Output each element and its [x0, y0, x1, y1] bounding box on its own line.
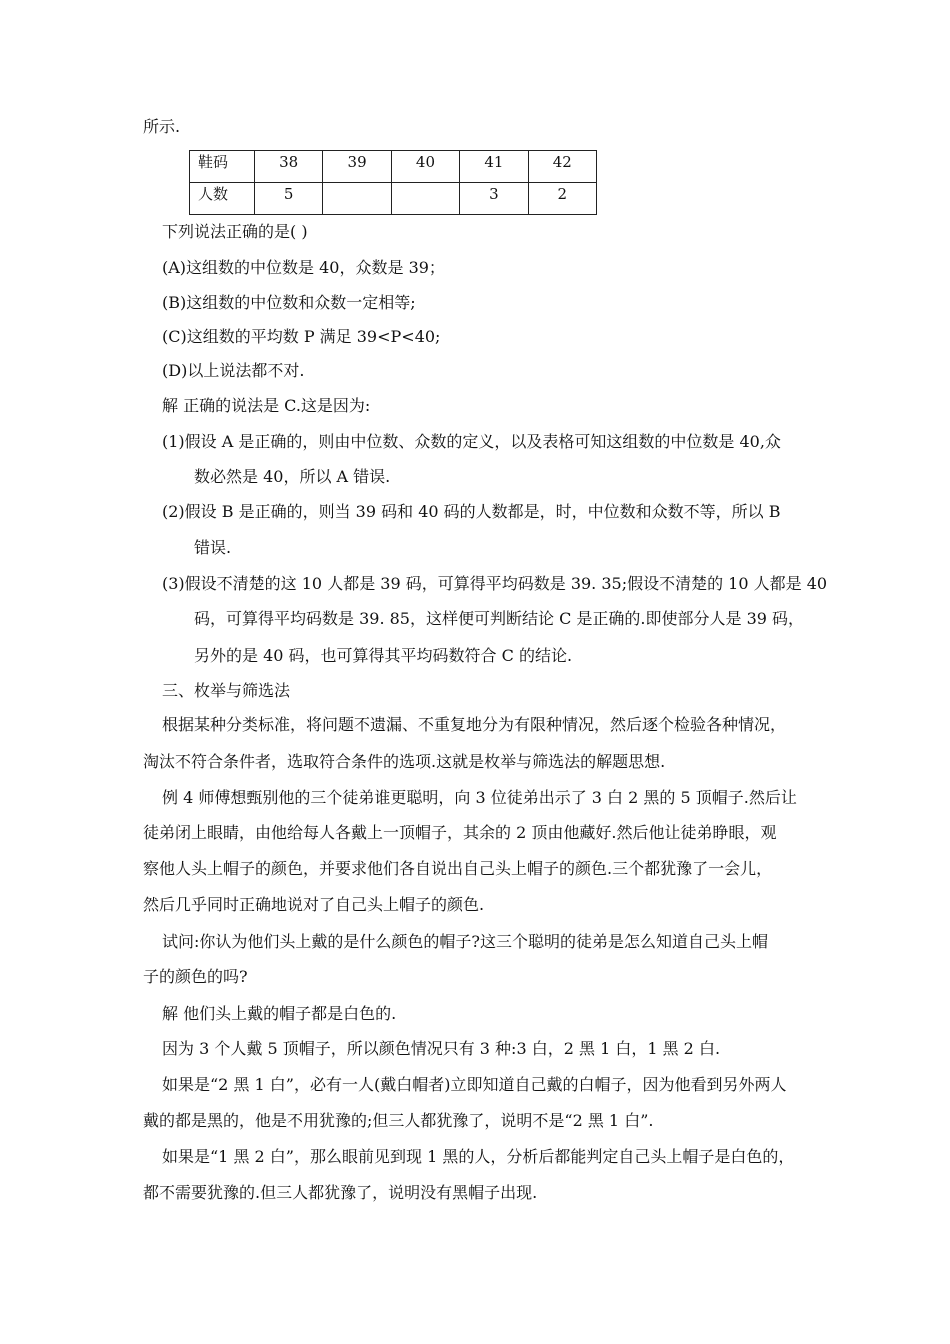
table-row: [190, 151, 597, 183]
table-cell: 5: [255, 183, 323, 215]
table-cell: 40: [391, 151, 459, 183]
table-cell: 3: [460, 183, 528, 215]
answer-line: 解 他们头上戴的帽子都是白色的.: [162, 1004, 397, 1023]
option-b: (B)这组数的中位数和众数一定相等;: [162, 293, 416, 312]
example-4-line: 徒弟闭上眼睛，由他给每人各戴上一顶帽子，其余的 2 顶由他藏好.然后他让徒弟睁眼，观: [143, 823, 777, 842]
solution-intro: 解 正确的说法是 C.这是因为:: [162, 396, 371, 415]
answer-line: 因为 3 个人戴 5 顶帽子，所以颜色情况只有 3 种:3 白，2 黑 1 白，1 黑 2 白.: [162, 1039, 721, 1058]
answer-line: 都不需要犹豫的.但三人都犹豫了，说明没有黑帽子出现.: [143, 1183, 538, 1202]
row-header: 人数: [190, 183, 255, 215]
option-d: (D)以上说法都不对.: [162, 361, 305, 380]
option-c: (C)这组数的平均数 P 满足 39<P<40;: [162, 327, 441, 346]
question-line: 试问:你认为他们头上戴的是什么颜色的帽子?这三个聪明的徒弟是怎么知道自己头上帽: [162, 932, 768, 951]
table-cell: [323, 183, 391, 215]
table-cell: 38: [255, 151, 323, 183]
question-line: 子的颜色的吗?: [143, 967, 248, 986]
example-4-line: 然后几乎同时正确地说对了自己头上帽子的颜色.: [143, 895, 485, 914]
example-4-line: 察他人头上帽子的颜色，并要求他们各自说出自己头上帽子的颜色.三个都犹豫了一会儿，: [143, 859, 773, 878]
section-heading: 三、枚举与筛选法: [162, 681, 291, 700]
answer-line: 戴的都是黑的，他是不用犹豫的;但三人都犹豫了，说明不是“2 黑 1 白”.: [143, 1111, 654, 1130]
question-prompt: 下列说法正确的是( ): [162, 222, 308, 241]
shoe-size-table: [189, 150, 597, 215]
answer-line: 如果是“1 黑 2 白”，那么眼前见到现 1 黑的人，分析后都能判定自己头上帽子是白色的，: [162, 1147, 795, 1166]
answer-line: 如果是“2 黑 1 白”，必有一人(戴白帽者)立即知道自己戴的白帽子，因为他看到另外两人: [162, 1075, 787, 1094]
table-cell: 42: [528, 151, 596, 183]
table-cell: 2: [528, 183, 596, 215]
paragraph-line: 根据某种分类标准，将问题不遗漏、不重复地分为有限种情况，然后逐个检验各种情况，: [162, 715, 787, 734]
option-a: (A)这组数的中位数是 40，众数是 39；: [162, 258, 445, 277]
reason-1-line-2: 数必然是 40，所以 A 错误.: [194, 467, 391, 486]
example-4-line: 例 4 师傅想甄别他的三个徒弟谁更聪明，向 3 位徒弟出示了 3 白 2 黑的 5 顶帽子.然后让: [162, 788, 797, 807]
row-header: 鞋码: [190, 151, 255, 183]
table-cell: 41: [460, 151, 528, 183]
reason-3-line-2: 码，可算得平均码数是 39. 85，这样便可判断结论 C 是正确的.即使部分人是 39 码，: [194, 609, 805, 628]
table-row: [190, 183, 597, 215]
reason-1-line-1: (1)假设 A 是正确的，则由中位数、众数的定义，以及表格可知这组数的中位数是 40,众: [162, 432, 781, 451]
reason-3-line-1: (3)假设不清楚的这 10 人都是 39 码，可算得平均码数是 39. 35;假设不清楚的 10 人都是 40: [162, 574, 828, 593]
reason-3-line-3: 另外的是 40 码，也可算得其平均码数符合 C 的结论.: [194, 646, 573, 665]
reason-2-line-2: 错误.: [194, 538, 232, 557]
reason-2-line-1: (2)假设 B 是正确的，则当 39 码和 40 码的人数都是，时，中位数和众数不等，所以 B: [162, 502, 781, 521]
table-cell: 39: [323, 151, 391, 183]
intro-text: 所示.: [143, 117, 181, 136]
table-cell: [391, 183, 459, 215]
paragraph-line: 淘汰不符合条件者，选取符合条件的选项.这就是枚举与筛选法的解题思想.: [143, 752, 666, 771]
